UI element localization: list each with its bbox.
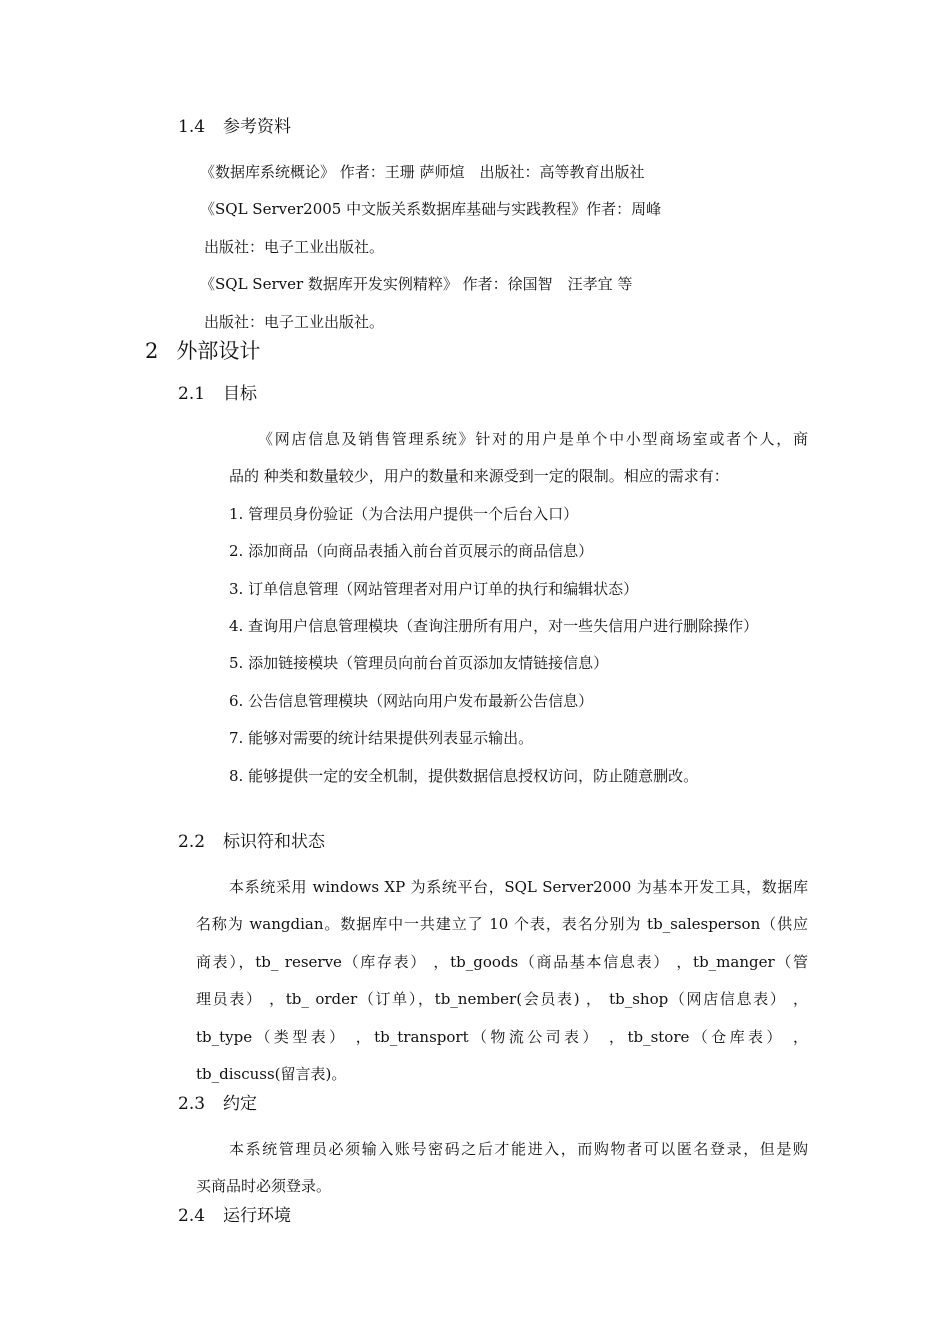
- identifier-line-6: tb_discuss(留言表)。: [196, 1065, 347, 1083]
- identifier-line-2: 名称为 wangdian。数据库中一共建立了 10 个表，表名分别为 tb_salesperson（供应: [196, 915, 808, 933]
- identifier-line-1: 本系统采用 windows XP 为系统平台，SQL Server2000 为基本开发工具，数据库: [229, 878, 808, 896]
- heading-2-3: [178, 1092, 257, 1116]
- heading-2-4-number: 2.4: [178, 1206, 206, 1226]
- requirement-item-5: 5. 添加链接模块（管理员向前台首页添加友情链接信息）: [229, 654, 609, 672]
- identifier-line-4: 理员表） ，tb_ order（订单），tb_nember(会员表) ， tb_shop（网店信息表） ，: [196, 990, 808, 1008]
- heading-1-4-title: 参考资料: [223, 117, 292, 137]
- heading-2-number: 2: [145, 339, 159, 363]
- heading-2-2-number: 2.2: [178, 832, 206, 852]
- heading-2-4: [178, 1204, 291, 1228]
- heading-2-1-number: 2.1: [178, 384, 206, 404]
- reference-2: 《SQL Server2005 中文版关系数据库基础与实践教程》作者：周峰: [200, 200, 662, 218]
- requirement-item-7: 7. 能够对需要的统计结果提供列表显示输出。: [229, 729, 534, 747]
- requirement-item-3: 3. 订单信息管理（网站管理者对用户订单的执行和编辑状态）: [229, 580, 639, 598]
- heading-2-1-title: 目标: [223, 384, 258, 404]
- requirement-item-2: 2. 添加商品（向商品表插入前台首页展示的商品信息）: [229, 542, 594, 560]
- convention-line-2: 买商品时必须登录。: [196, 1177, 332, 1195]
- reference-3-publisher: 出版社：电子工业出版社。: [204, 313, 385, 331]
- identifier-line-3: 商表），tb_ reserve（库存表） ，tb_goods（商品基本信息表） ，tb_manger（管: [196, 953, 808, 971]
- heading-1-4: [178, 115, 291, 139]
- goal-intro-line-1: 《网店信息及销售管理系统》针对的用户是单个中小型商场室或者个人，商: [258, 430, 808, 448]
- heading-2-3-number: 2.3: [178, 1094, 206, 1114]
- heading-2: [145, 337, 260, 365]
- goal-intro-line-2: 品的 种类和数量较少，用户的数量和来源受到一定的限制。相应的需求有：: [229, 467, 729, 485]
- heading-2-4-title: 运行环境: [223, 1206, 292, 1226]
- heading-2-2-title: 标识符和状态: [223, 832, 326, 852]
- heading-1-4-number: 1.4: [178, 117, 206, 137]
- convention-line-1: 本系统管理员必须输入账号密码之后才能进入，而购物者可以匿名登录，但是购: [229, 1140, 808, 1158]
- reference-1: 《数据库系统概论》 作者：王珊 萨师煊 出版社：高等教育出版社: [200, 163, 645, 181]
- heading-2-3-title: 约定: [223, 1094, 258, 1114]
- identifier-line-5: tb_type（类型表） ，tb_transport（物流公司表） ，tb_store（仓库表） ，: [196, 1028, 808, 1046]
- reference-3: 《SQL Server 数据库开发实例精粹》 作者：徐国智 汪孝宜 等: [200, 275, 633, 293]
- requirement-item-6: 6. 公告信息管理模块（网站向用户发布最新公告信息）: [229, 692, 594, 710]
- requirement-item-8: 8. 能够提供一定的安全机制，提供数据信息授权访问，防止随意删改。: [229, 767, 699, 785]
- requirement-item-1: 1. 管理员身份验证（为合法用户提供一个后台入口）: [229, 505, 579, 523]
- heading-2-title: 外部设计: [176, 339, 261, 363]
- reference-2-publisher: 出版社：电子工业出版社。: [204, 238, 385, 256]
- requirement-item-4: 4. 查询用户信息管理模块（查询注册所有用户，对一些失信用户进行删除操作）: [229, 617, 759, 635]
- heading-2-2: [178, 830, 325, 854]
- heading-2-1: [178, 382, 257, 406]
